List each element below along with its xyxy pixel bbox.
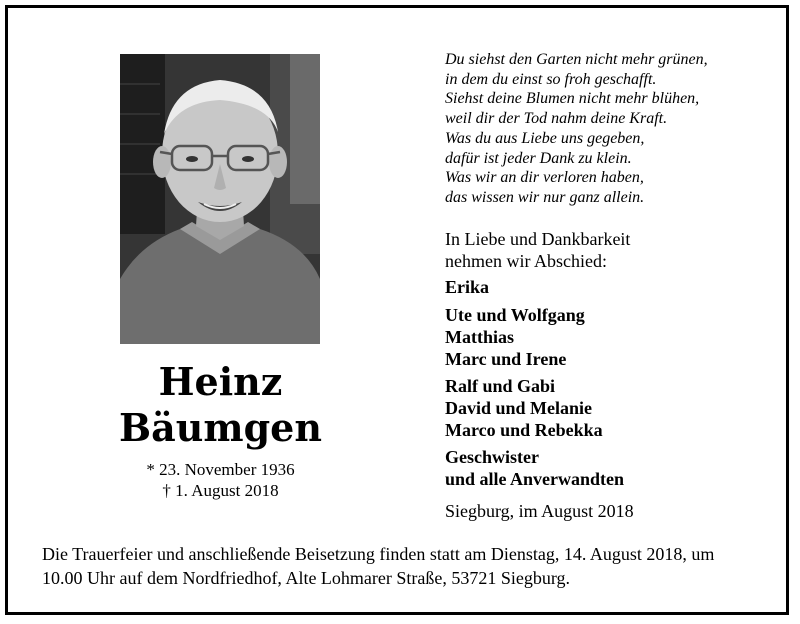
family-member: Marc und Irene — [445, 349, 567, 369]
family-member: Matthias — [445, 327, 514, 347]
family-member: David und Melanie — [445, 398, 593, 418]
poem-line: dafür ist jeder Dank zu klein. — [445, 149, 632, 167]
intro-line: In Liebe und Dankbarkeit — [445, 229, 631, 249]
obituary-card — [5, 5, 789, 615]
deceased-first-name: Heinz — [158, 359, 283, 404]
poem-line: das wissen wir nur ganz allein. — [445, 188, 645, 206]
poem-line: Siehst deine Blumen nicht mehr blühen, — [445, 90, 700, 108]
family-member: Ute und Wolfgang — [445, 305, 585, 325]
family-group — [445, 375, 775, 441]
funeral-notice-line: 10.00 Uhr auf dem Nordfriedhof, Alte Lohmarer Straße, 53721 Siegburg. — [42, 568, 571, 588]
family-member: Geschwister — [445, 447, 539, 467]
family-member: und alle Anverwandten — [445, 469, 625, 489]
family-group — [445, 276, 775, 298]
deceased-last-name: Bäumgen — [119, 405, 322, 450]
funeral-notice-line: Die Trauerfeier und anschließende Beisetzung finden statt am Dienstag, 14. August 2018, um — [42, 544, 715, 564]
portrait-photo-icon — [120, 54, 320, 344]
death-date: † 1. August 2018 — [162, 481, 279, 500]
portrait-illustration — [120, 54, 320, 344]
poem-line: weil dir der Tod nahm deine Kraft. — [445, 110, 668, 128]
poem-line: Du siehst den Garten nicht mehr grünen, — [445, 51, 708, 68]
family-member: Marco und Rebekka — [445, 420, 603, 440]
intro-line: nehmen wir Abschied: — [445, 251, 607, 271]
poem — [445, 50, 775, 208]
poem-line: Was wir an dir verloren haben, — [445, 169, 644, 187]
poem-line: Was du aus Liebe uns gegeben, — [445, 129, 645, 147]
farewell-intro — [445, 228, 775, 272]
poem-line: in dem du einst so froh geschafft. — [445, 70, 657, 88]
birth-date: * 23. November 1936 — [146, 460, 295, 479]
family-member: Erika — [445, 277, 490, 297]
family-group — [445, 304, 775, 370]
family-member: Ralf und Gabi — [445, 376, 556, 396]
funeral-notice — [42, 542, 772, 590]
place-and-date: Siegburg, im August 2018 — [445, 501, 634, 521]
family-group — [445, 446, 775, 490]
